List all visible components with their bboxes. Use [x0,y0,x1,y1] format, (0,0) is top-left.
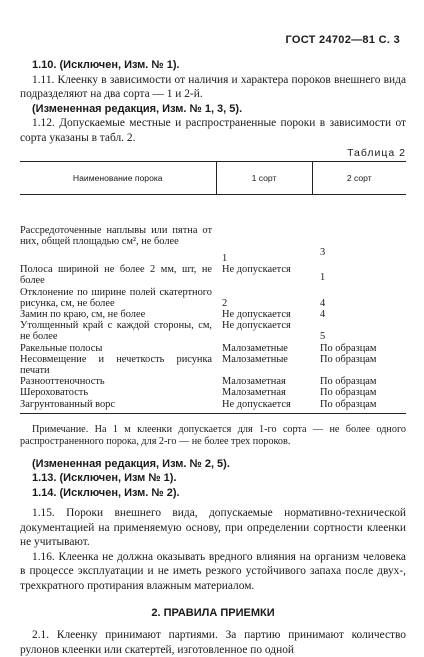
document-body [20,58,406,657]
grade-2-value: По образцам [320,387,377,399]
clause-1-10: 1.10. (Исключен, Изм. № 1). [32,59,180,71]
table-row [20,399,406,410]
grade-2-value: По образцам [320,376,377,388]
table-row [20,287,406,309]
defect-name: Ракельные полосы [20,342,103,354]
grade-2-value: По образцам [320,398,377,410]
grade-1-value: Малозаметная [222,376,286,388]
grade-1-value: 1 [222,253,228,264]
section-title-acceptance-rules: 2. ПРАВИЛА ПРИЕМКИ [151,607,275,620]
table-row [20,320,406,342]
clause-1-14: 1.14. (Исключен, Изм. № 2). [32,486,180,499]
grade-2-value: По образцам [320,353,377,365]
defect-name: Загрунтованный ворс [20,398,115,410]
table-note: Примечание. На 1 м клеенки допускается для 1-го сорта — не более одного распространенного порока, для 2-го — не более трех пороков. [20,423,406,448]
table-row [20,387,406,398]
table-row [20,264,406,286]
clause-1-11-edit-note: (Измененная редакция, Изм. № 1, 3, 5). [32,102,243,115]
header-defect-name: Наименование порока [20,162,216,195]
clause-1-12: 1.12. Допускаемые местные и распространенные пороки в зависимости от сорта указаны в табл. 2. [20,117,406,144]
grade-1-value: Не допускается [222,398,291,410]
defect-name: Отклонение по ширине полей скатертного рисунка, см, не более [20,286,212,309]
defect-name: Несовмещение и нечеткость рисунка печати [20,353,212,377]
table-row [20,343,406,354]
grade-1-value: Малозаметная [222,387,286,399]
grade-1-value: Малозаметные [222,342,288,354]
grade-2-value: 4 [320,309,326,321]
grade-1-value: Не допускается [222,264,291,276]
defects-table [20,161,406,410]
grade-1-value: Малозаметные [222,353,288,365]
grade-1-value: 2 [222,297,228,309]
table-bottom-rule [20,413,406,414]
table-row [20,309,406,320]
clause-2-1: 2.1. Клеенку принимают партиями. За партию принимают количество рулонов клеенки или скатертей, изготовленное по одной [20,629,406,656]
grade-2-value: По образцам [320,342,377,354]
clause-1-11: 1.11. Клеенку в зависимости от наличия и характера пороков внешнего вида подразделяют на два сорта — 1 и 2-й. [20,73,406,100]
defect-name: Разнооттеночность [20,376,105,388]
defect-name: Утолщенный край с каждой стороны, см, не более [20,320,212,343]
table-header-row [20,162,406,195]
table-caption: Таблица 2 [347,147,406,159]
defect-name: Рассредоточенные наплывы или пятна от них, общей площадью см², не более [20,225,212,248]
page-header: ГОСТ 24702—81 С. 3 [285,34,400,46]
header-grade-1: 1 сорт [216,162,312,195]
defect-name: Полоса шириной не более 2 мм, шт, не более [20,264,212,287]
table-row [20,195,406,265]
header-grade-2: 2 сорт [312,162,406,195]
grade-1-value: Не допускается [222,320,291,332]
clause-1-16: 1.16. Клеенка не должна оказывать вредного влияния на организм человека в процессе эксплуатации и не иметь резкого устойчивого запаха после двух-, трехкратного протирания влажным материалом. [20,550,406,592]
grade-2-value: 4 [320,297,326,309]
grade-2-value: 5 [320,331,326,343]
table-row [20,354,406,376]
clause-1-13: 1.13. (Исключен, Изм № 1). [32,472,177,485]
table-row [20,376,406,387]
grade-1-value: Не допускается [222,309,291,321]
defect-name: Шероховатость [20,387,89,399]
clause-1-15: 1.15. Пороки внешнего вида, допускаемые нормативно-технической документацией на применяемую основу, при определении сортности клеенки не учитывают. [20,507,406,549]
grade-2-value: 1 [320,272,326,284]
defect-name: Замин по краю, см, не более [20,309,146,321]
grade-2-value: 3 [320,247,326,258]
edit-note-2-5: (Измененная редакция, Изм. № 2, 5). [32,457,230,470]
